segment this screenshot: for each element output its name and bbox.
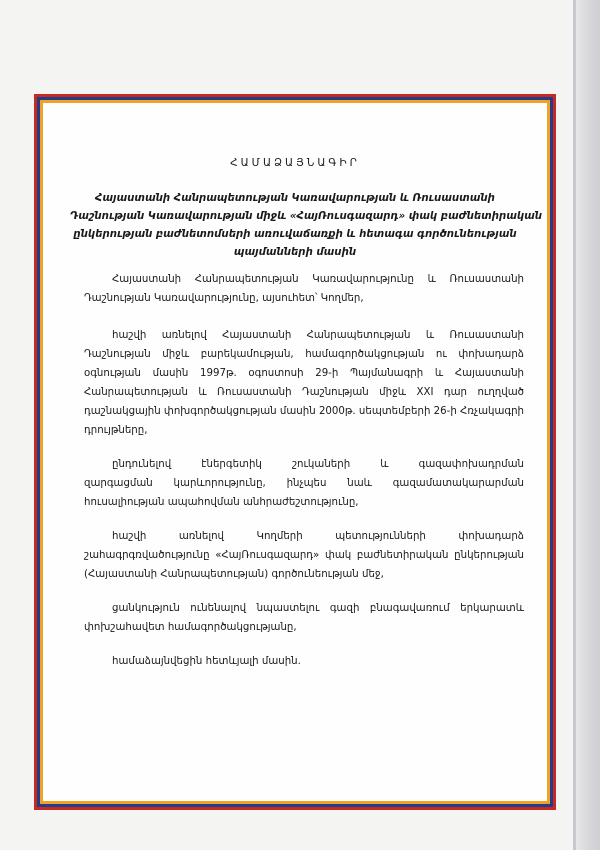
paragraph-line: (Հայաստանի Հանրապետության) գործունեության մեջ,	[84, 569, 384, 580]
paragraph-line: համաձայնվեցին հետևյալի մասին.	[112, 656, 301, 667]
paragraph-line: ընդունելով էներգետիկ շուկաների և գազափոխադրման	[112, 459, 524, 470]
paragraph-line: ցանկություն ունենալով նպաստելու գազի բնագավառում երկարատև	[112, 603, 524, 614]
paragraph-considering-treaties	[84, 326, 524, 440]
paragraph-energy-markets	[84, 455, 524, 512]
scan-shadow	[574, 0, 600, 850]
heading-line: Դաշնության Կառավարության միջև «ՀայՌուսգազարդ» փակ բաժնետիրական	[70, 211, 543, 222]
page-edge	[573, 0, 576, 850]
paragraph-line: փոխշահավետ համագործակցությանը,	[84, 622, 297, 633]
paragraph-agreed	[84, 652, 524, 671]
paragraph-line: շահագրգռվածությունը «ՀայՌուսգազարդ» փակ բաժնետիրական ընկերության	[84, 550, 524, 561]
paragraph-mutual-interest	[84, 527, 524, 584]
heading-line: պայմանների մասին	[233, 247, 357, 258]
document-heading	[70, 190, 543, 262]
paragraph-line: Հայաստանի Հանրապետության Կառավարությունը և Ռուսաստանի	[112, 274, 524, 285]
document-title: ՀԱՄԱՁԱՅՆԱԳԻՐ	[230, 157, 360, 169]
paragraph-line: հաշվի առնելով Հայաստանի Հանրապետության և Ռուսաստանի	[112, 330, 524, 341]
paragraph-line: հաշվի առնելով Կողմերի պետությունների փոխադարձ	[112, 531, 524, 542]
heading-line: ընկերության բաժնետոմսերի առուվաճառքի և հետագա գործունեության	[73, 229, 517, 240]
paragraph-cooperation	[84, 599, 524, 637]
heading-line: Հայաստանի Հանրապետության Կառավարության և Ռուսաստանի	[95, 193, 495, 204]
paragraph-parties	[84, 270, 524, 308]
paragraph-line: դաշնակցային փոխգործակցության մասին 2000թ. սեպտեմբերի 26-ի Հռչակագրի	[84, 406, 524, 417]
paragraph-line: զարգացման կարևորությունը, ինչպես նաև գազամատակարարման	[84, 478, 524, 489]
paragraph-line: Դաշնության միջև բարեկամության, համագործակցության ու փոխադարձ	[84, 349, 524, 360]
paragraph-line: Հանրապետության և Ռուսաստանի Դաշնության միջև XXI դար ուղղված	[84, 387, 524, 398]
paragraph-line: հուսալիության ապահովման անհրաժեշտությունը,	[84, 497, 359, 508]
paragraph-line: դրույթները,	[84, 425, 148, 436]
paragraph-line: օգնության մասին 1997թ. օգոստոսի 29-ի Պայմանագրի և Հայաստանի	[84, 368, 524, 379]
paragraph-line: Դաշնության Կառավարությունը, այսուհետ՝ Կողմեր,	[84, 293, 364, 304]
